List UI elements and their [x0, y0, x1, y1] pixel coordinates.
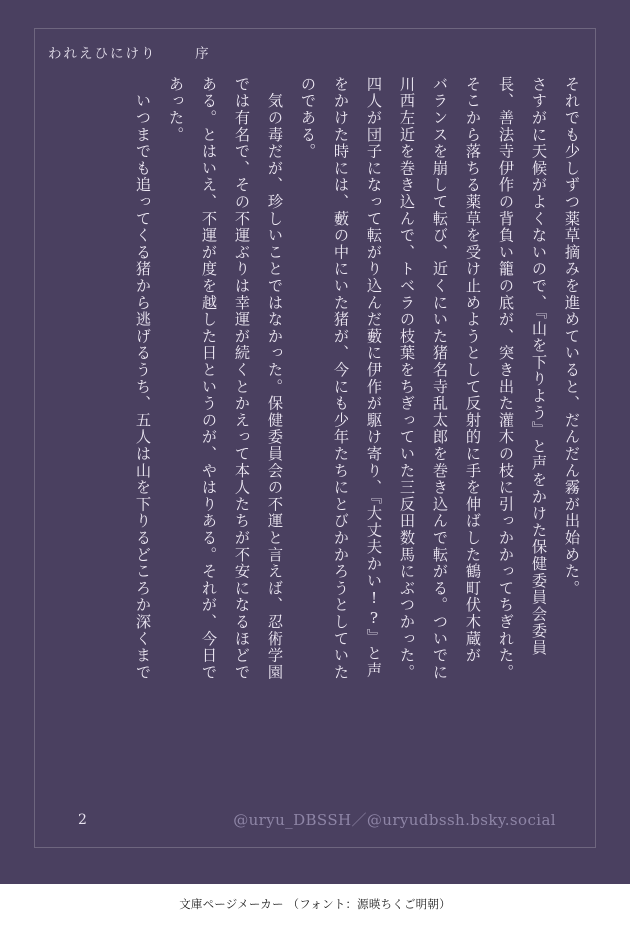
tool-caption: 文庫ページメーカー （フォント：源暎ちくご明朝） — [179, 897, 451, 911]
text-column: のである。 — [299, 76, 317, 160]
book-title: われえひにけり — [48, 46, 157, 62]
author-handle: @uryu_DBSSH／@uryudbssh.bsky.social — [233, 811, 556, 829]
text-column: 長、善法寺伊作の背負い籠の底が、突き出た灌木の枝に引っかかってちぎれた。 — [497, 76, 515, 681]
text-column: 川西左近を巻き込んで、トベラの枝葉をちぎっていた三反田数馬にぶつかった。 — [398, 76, 416, 681]
page-number: 2 — [78, 812, 87, 828]
text-column: では有名で、その不運ぶりは幸運が続くとかえって本人たちが不安になるほどで — [233, 76, 251, 681]
text-column: ある。とはいえ、不運が度を越した日というのが、やはりある。それが、今日で — [200, 76, 218, 681]
text-column: いつまでも追ってくる猪から逃げるうち、五人は山を下りるどころか深くまで — [134, 76, 152, 681]
vertical-body-text — [48, 76, 588, 788]
text-column: 気の毒だが、珍しいことではなかった。保健委員会の不運と言えば、忍術学園 — [266, 76, 284, 681]
text-column: それでも少しずつ薬草摘みを進めていると、だんだん霧が出始めた。 — [563, 76, 581, 597]
page-header — [48, 42, 211, 62]
text-column: そこから落ちる薬草を受け止めようとして反射的に手を伸ばした鶴町伏木蔵が — [464, 76, 482, 664]
text-column: 四人が団子になって転がり込んだ藪に伊作が駆け寄り、『大丈夫かい!?』と声 — [365, 76, 383, 679]
text-column: さすがに天候がよくないので、『山を下りよう』と声をかけた保健委員会委員 — [530, 76, 548, 657]
text-column: あった。 — [167, 76, 185, 144]
chapter-label: 序 — [195, 46, 211, 62]
text-column: をかけた時には、藪の中にいた猪が、今にも少年たちにとびかかろうとしていた — [332, 76, 350, 681]
text-column: バランスを崩して転び、近くにいた猪名寺乱太郎を巻き込んで転がる。ついでに — [431, 76, 449, 681]
